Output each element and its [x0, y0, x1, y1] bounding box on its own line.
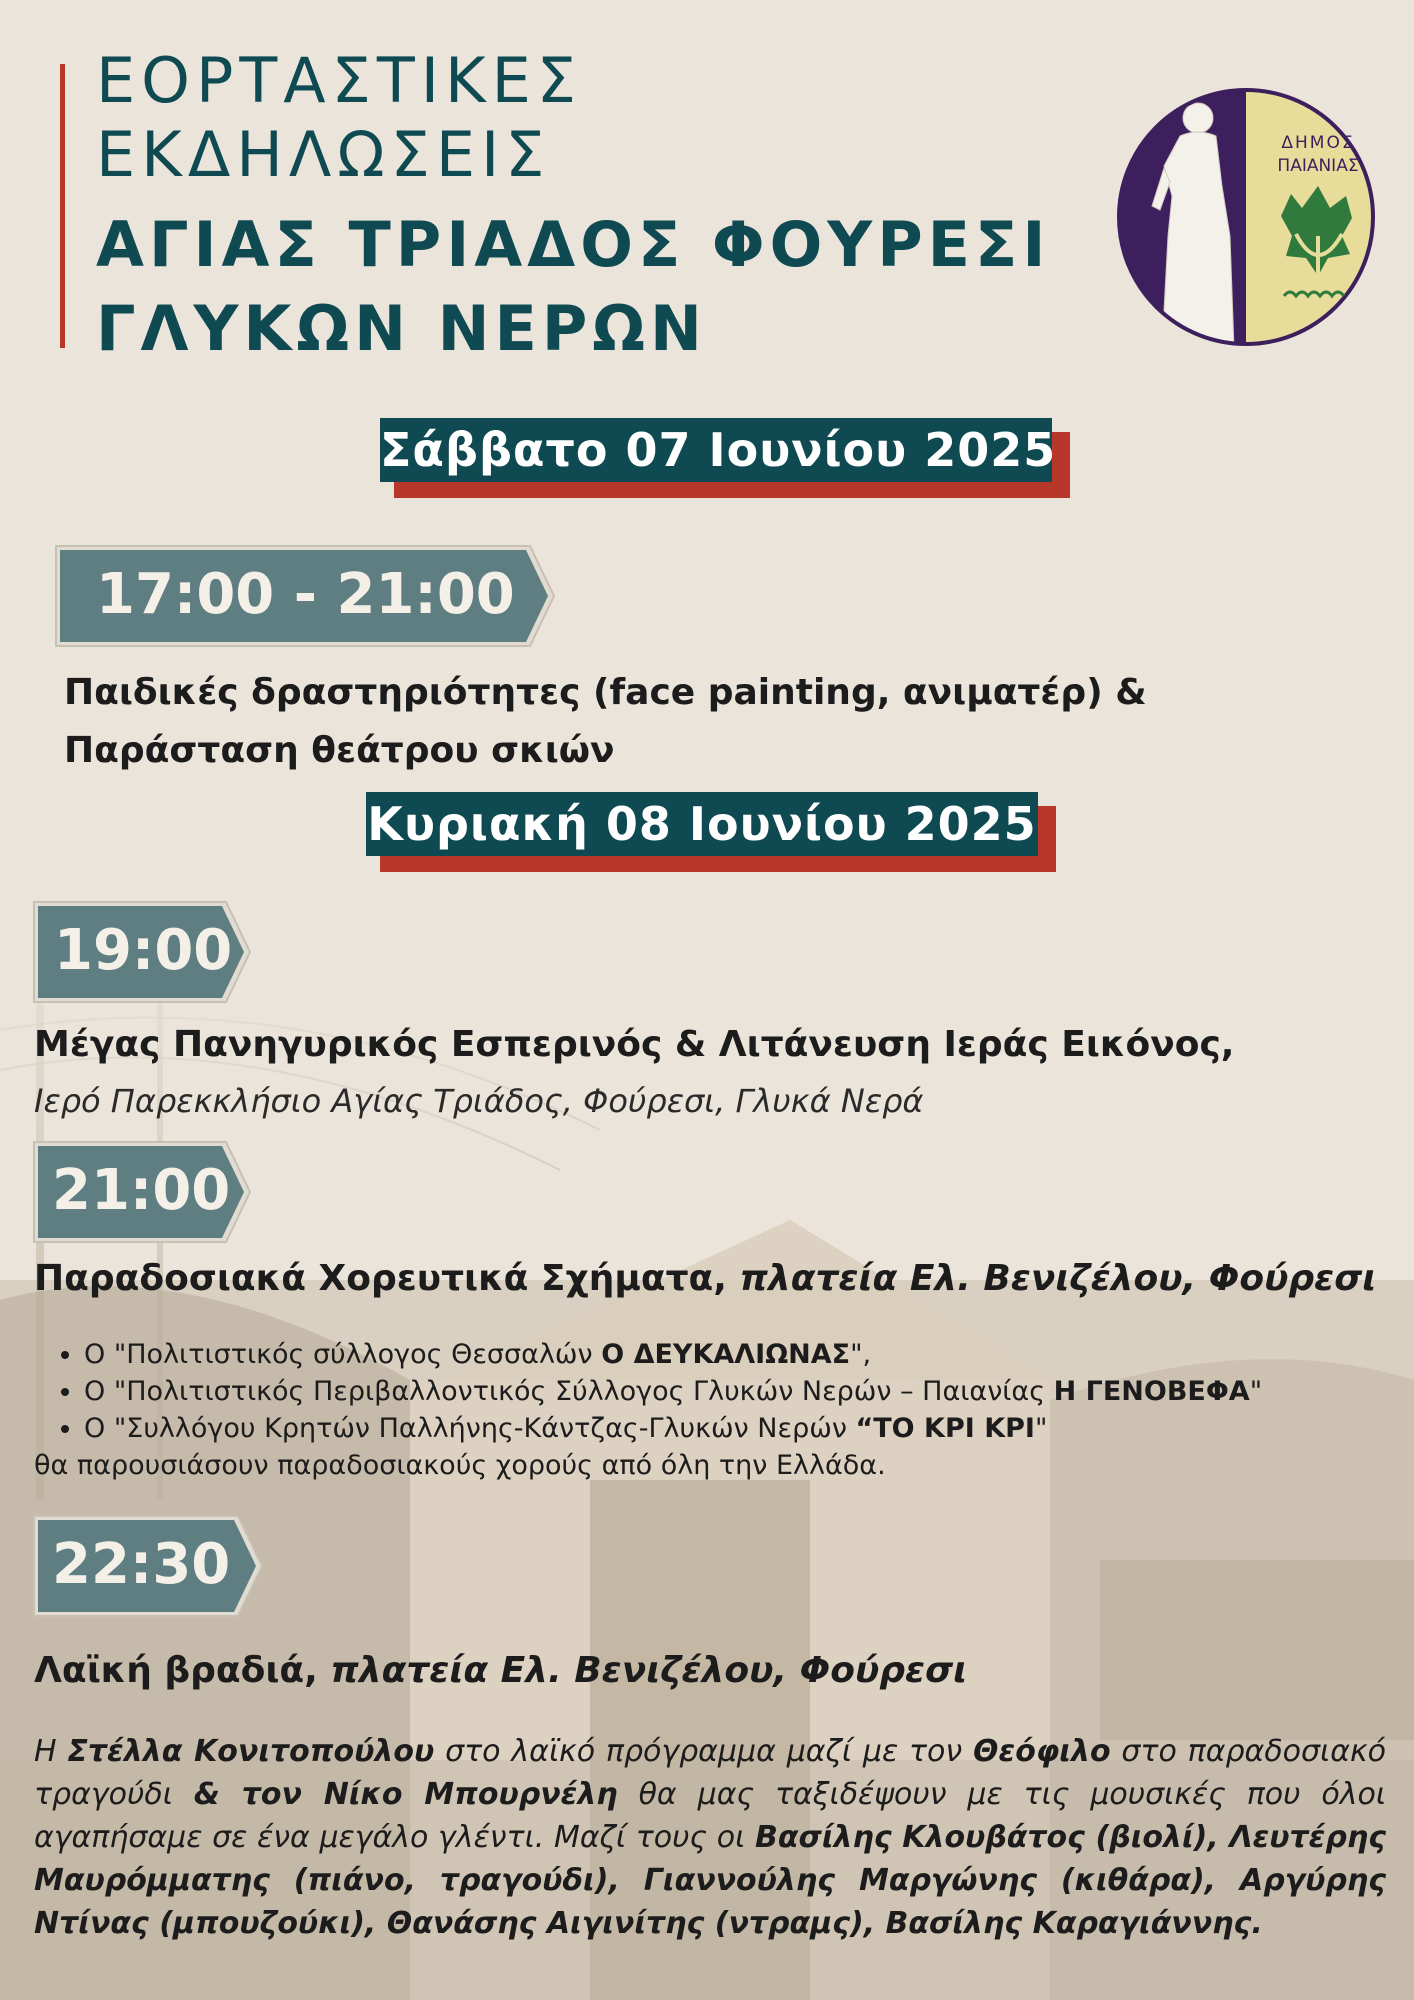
dances-venue: πλατεία Ελ. Βενιζέλου, Φούρεσι [739, 1258, 1377, 1299]
logo-text-1: ΔΗΜΟΣ [1281, 133, 1355, 153]
title-line-3: ΑΓΙΑΣ ΤΡΙΑΔΟΣ ΦΟΥΡΕΣΙ [96, 208, 1051, 281]
municipality-logo [1106, 86, 1386, 348]
time-text-1900: 19:00 [54, 918, 233, 983]
list-item: • Ο "Συλλόγου Κρητών Παλλήνης-Κάντζας-Γλυκών Νερών “ΤΟ ΚΡΙ ΚΡΙ" [84, 1410, 1262, 1447]
dance-groups [34, 1336, 1262, 1484]
kids-activities-text: Παιδικές δραστηριότητες (face painting, ανιματέρ) & Παράσταση θεάτρου σκιών [64, 672, 1147, 771]
folk-night-venue: πλατεία Ελ. Βενιζέλου, Φούρεσι [330, 1650, 968, 1691]
list-item: • Ο "Πολιτιστικός σύλλογος Θεσσαλών Ο ΔΕΥΚΑΛΙΩΝΑΣ", [84, 1336, 1262, 1373]
time-tag-1900 [32, 900, 252, 1004]
time-text-2230: 22:30 [52, 1532, 231, 1597]
vespers-venue: Ιερό Παρεκκλήσιο Αγίας Τριάδος, Φούρεσι, Γλυκά Νερά [34, 1082, 924, 1120]
time-tag-1700 [54, 544, 558, 648]
time-tag-2230 [32, 1514, 264, 1618]
logo-text-2: ΠΑΙΑΝΙΑΣ [1277, 156, 1359, 176]
folk-night-description: Η Στέλλα Κονιτοπούλου στο λαϊκό πρόγραμμα μαζί με τον Θεόφιλο στο παραδοσιακό τραγούδι & τον Νίκο Μπουρνέλη θα μας ταξιδέψουν με τις μουσικές που όλοι αγαπήσαμε σε ένα μεγάλο γλέντι. Μαζί τους οι Βασίλης Κλουβάτος (βιολί), Λευτέρης Μαυρόμματης (πιάνο, τραγούδι), Γιαννούλης Μαργώνης (κιθάρα), Αργύρης Ντίνας (μπουζούκι), Θανάσης Αιγινίτης (ντραμς), Βασίλης Καραγιάννης. [34, 1734, 1387, 1941]
day1-date-text: Σάββατο 07 Ιουνίου 2025 [380, 418, 1052, 482]
dances-title [34, 1258, 1376, 1299]
title-accent-bar [60, 64, 65, 348]
title-line-2: ΕΚΔΗΛΩΣΕΙΣ [96, 118, 551, 191]
title-line-1: ΕΟΡΤΑΣΤΙΚΕΣ [96, 44, 582, 117]
vespers-title: Μέγας Πανηγυρικός Εσπερινός & Λιτάνευση Ιεράς Εικόνος, [34, 1024, 1235, 1065]
list-item: • Ο "Πολιτιστικός Περιβαλλοντικός Σύλλογος Γλυκών Νερών – Παιανίας Η ΓΕΝΟΒΕΦΑ" [84, 1373, 1262, 1410]
day2-date-text: Κυριακή 08 Ιουνίου 2025 [366, 792, 1038, 856]
time-tag-2100 [32, 1140, 252, 1244]
folk-night-title-main: Λαϊκή βραδιά, [34, 1650, 318, 1691]
dances-title-main: Παραδοσιακά Χορευτικά Σχήματα, [34, 1258, 727, 1299]
title-line-4: ΓΛΥΚΩΝ ΝΕΡΩΝ [96, 292, 707, 365]
folk-night-title [34, 1650, 967, 1691]
dance-groups-outro: θα παρουσιάσουν παραδοσιακούς χορούς από όλη την Ελλάδα. [34, 1450, 886, 1481]
time-text-1700: 17:00 - 21:00 [96, 562, 515, 627]
time-text-2100: 21:00 [52, 1158, 231, 1223]
